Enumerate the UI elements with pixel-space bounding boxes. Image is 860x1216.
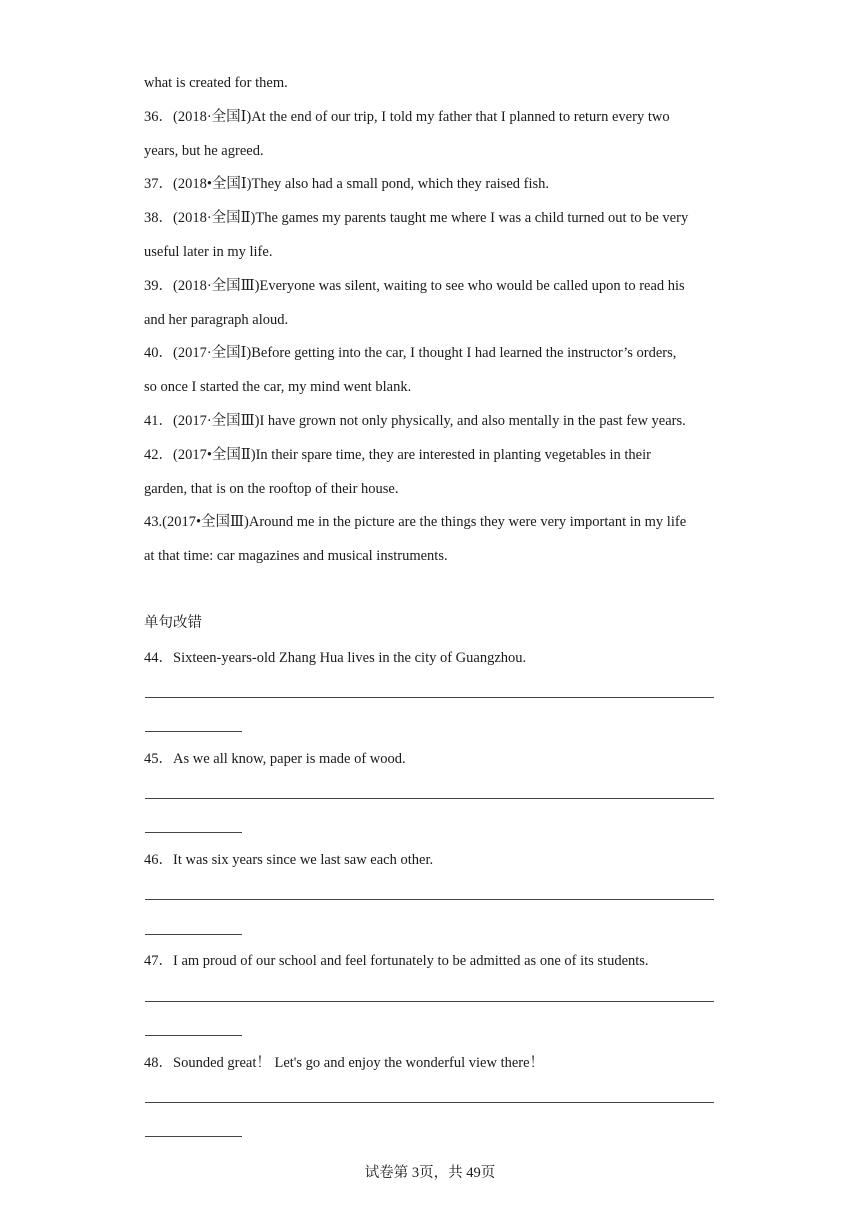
answer-line[interactable] [145, 798, 714, 799]
text-line: years, but he agreed. [144, 143, 264, 159]
question-45: 45．As we all know, paper is made of wood. [144, 751, 406, 767]
question-39: 39．(2018·全国Ⅲ)Everyone was silent, waiting to see who would be called upon to read his [144, 278, 685, 294]
answer-line[interactable] [145, 1001, 714, 1002]
section-title: 单句改错 [144, 615, 202, 631]
answer-line[interactable] [145, 934, 242, 935]
question-48: 48．Sounded great！ Let's go and enjoy the wonderful view there！ [144, 1055, 545, 1071]
answer-line[interactable] [145, 1136, 242, 1137]
question-46: 46．It was six years since we last saw each other. [144, 852, 434, 868]
text-line: garden, that is on the rooftop of their house. [144, 481, 399, 497]
text-line: useful later in my life. [144, 244, 273, 260]
question-36: 36．(2018·全国Ⅰ)At the end of our trip, I told my father that I planned to return every two [144, 109, 670, 125]
question-40: 40．(2017·全国Ⅰ)Before getting into the car, I thought I had learned the instructor’s orders, [144, 345, 677, 361]
text-line: what is created for them. [144, 75, 288, 91]
answer-line[interactable] [145, 832, 242, 833]
answer-line[interactable] [145, 731, 242, 732]
question-37: 37．(2018•全国Ⅰ)They also had a small pond, which they raised fish. [144, 176, 550, 192]
answer-line[interactable] [145, 899, 714, 900]
page-footer: 试卷第 3页，共 49页 [364, 1165, 496, 1181]
text-line: so once I started the car, my mind went blank. [144, 379, 412, 395]
question-47: 47．I am proud of our school and feel fortunately to be admitted as one of its students. [144, 953, 649, 969]
question-41: 41．(2017·全国Ⅲ)I have grown not only physically, and also mentally in the past few years. [144, 413, 686, 429]
answer-line[interactable] [145, 697, 714, 698]
question-43: 43.(2017•全国Ⅲ)Around me in the picture are the things they were very important in my life [144, 514, 687, 530]
text-line: at that time: car magazines and musical instruments. [144, 548, 448, 564]
question-44: 44．Sixteen-years-old Zhang Hua lives in the city of Guangzhou. [144, 650, 527, 666]
question-38: 38．(2018·全国Ⅱ)The games my parents taught me where I was a child turned out to be very [144, 210, 689, 226]
answer-line[interactable] [145, 1035, 242, 1036]
text-line: and her paragraph aloud. [144, 312, 289, 328]
question-42: 42．(2017•全国Ⅱ)In their spare time, they are interested in planting vegetables in their [144, 447, 651, 463]
answer-line[interactable] [145, 1102, 714, 1103]
